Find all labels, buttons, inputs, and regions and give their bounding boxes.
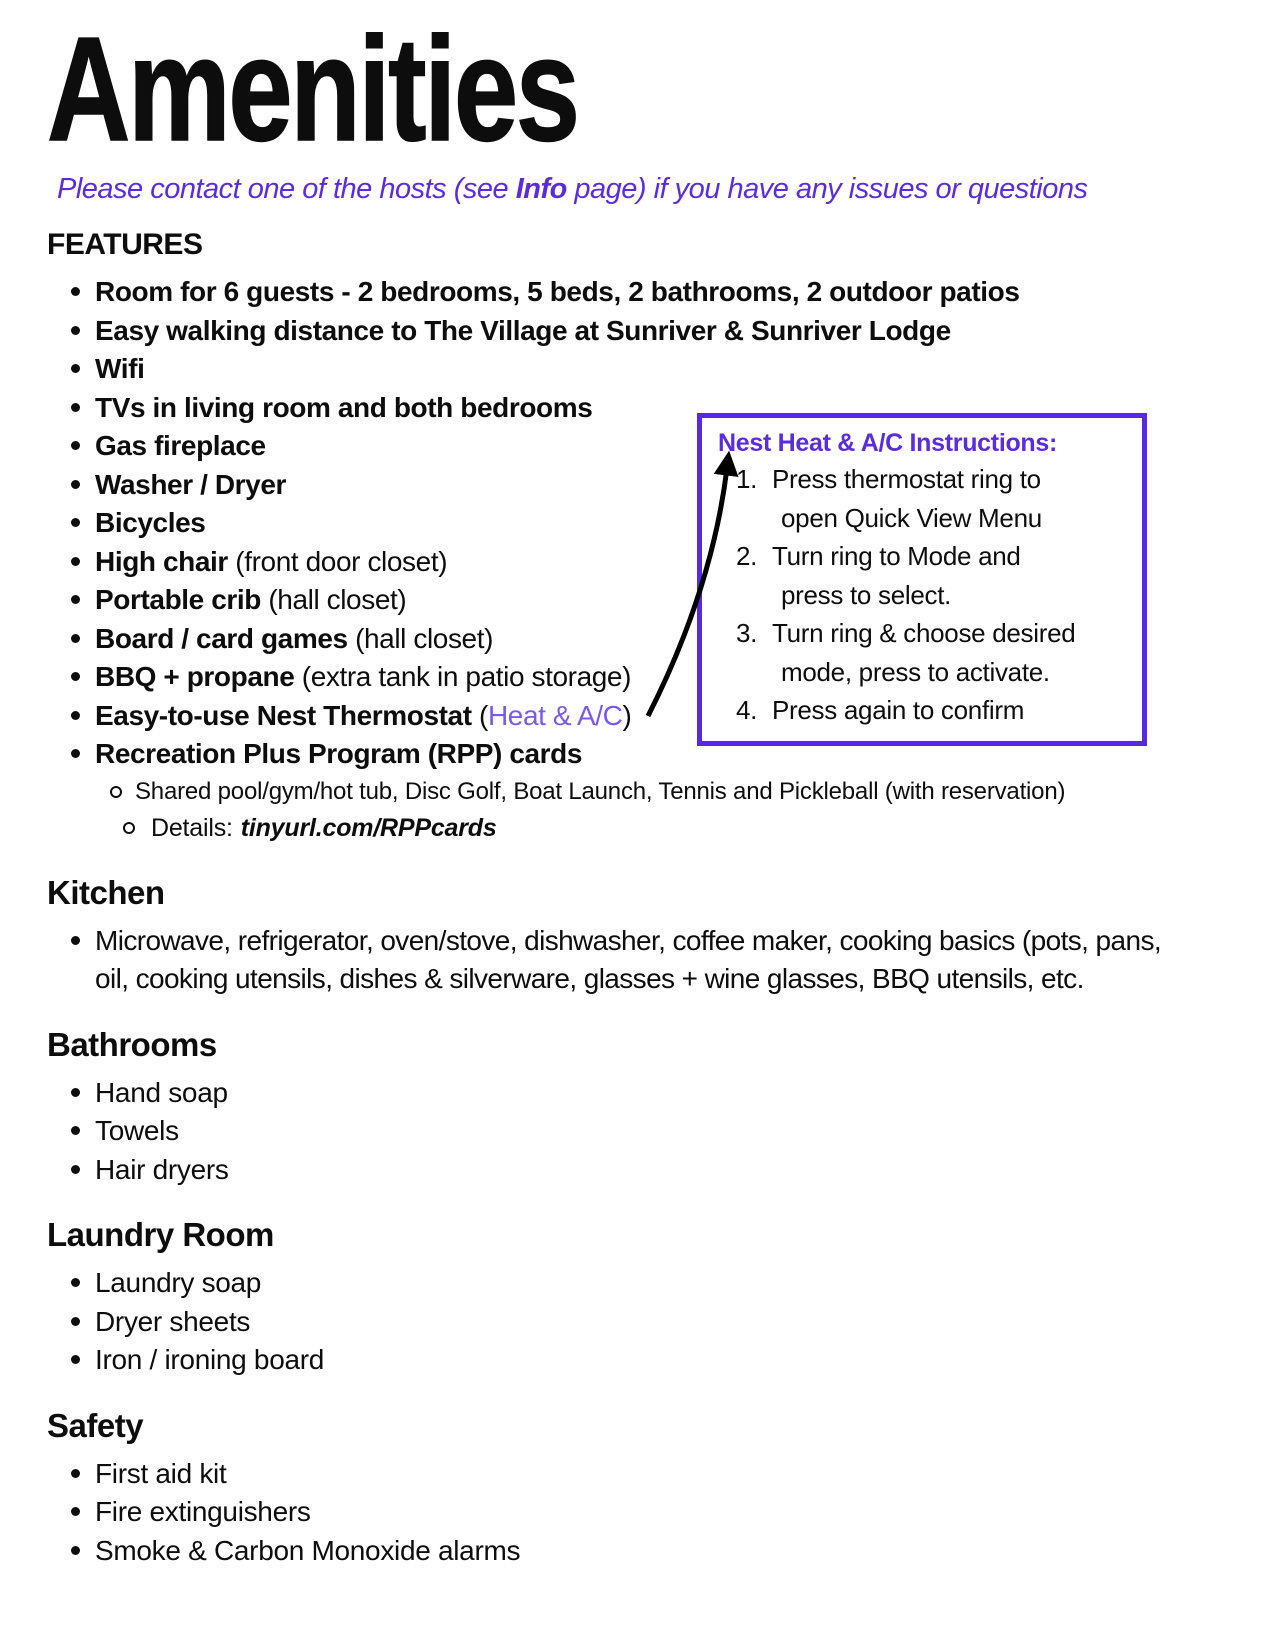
bathrooms-heading: Bathrooms <box>47 1025 217 1063</box>
step-number: 2. <box>736 541 758 571</box>
section-kitchen <box>47 873 1235 999</box>
laundry-item-soap: Laundry soap <box>47 1264 1235 1303</box>
heat-ac-link[interactable]: Heat & A/C <box>487 699 623 731</box>
kitchen-item: Microwave, refrigerator, oven/stove, dishwasher, coffee maker, cooking basics (pots, pans, oil, cooking utensils, dishes & silverware, glasses + wine glasses, BBQ utensils, etc. <box>47 922 1172 999</box>
bathrooms-item-towels: Towels <box>47 1112 1235 1151</box>
safety-item-fire-extinguishers: Fire extinguishers <box>47 1493 1235 1532</box>
feature-item-tvs: TVs in living room and both bedrooms <box>47 389 1235 428</box>
step-number: 3. <box>736 618 758 648</box>
feature-item-portable-crib: Portable crib (hall closet) <box>47 581 1235 620</box>
laundry-item-dryer-sheets: Dryer sheets <box>47 1303 1235 1342</box>
nest-step-4 <box>718 691 1134 730</box>
feature-item-bicycles: Bicycles <box>47 504 1235 543</box>
laundry-item-iron: Iron / ironing board <box>47 1341 1235 1380</box>
rpp-sub-item-details <box>47 810 1235 847</box>
feature-item-nest-thermostat: Easy-to-use Nest Thermostat (Heat & A/C) <box>47 697 1235 736</box>
rpp-cards-url[interactable]: tinyurl.com/RPPcards <box>240 813 497 842</box>
step-line: Press thermostat ring to <box>772 464 1041 494</box>
laundry-heading: Laundry Room <box>47 1216 274 1253</box>
subtitle-post: page) if you have any issues or questions <box>566 173 1088 205</box>
safety-item-first-aid: First aid kit <box>47 1455 1235 1494</box>
section-laundry-room <box>47 1215 1235 1380</box>
step-line: open Quick View Menu <box>781 502 1042 533</box>
feature-item-high-chair: High chair (front door closet) <box>47 543 1235 582</box>
bathrooms-item-hand-soap: Hand soap <box>47 1074 1235 1113</box>
step-number: 4. <box>736 695 758 725</box>
feature-item-bbq: BBQ + propane (extra tank in patio storage) <box>47 658 1235 697</box>
nest-box-title: Nest Heat & A/C Instructions: <box>718 429 1058 457</box>
safety-heading: Safety <box>47 1406 144 1444</box>
feature-item-walking-distance: Easy walking distance to The Village at Sunriver & Sunriver Lodge <box>47 312 1235 351</box>
step-line: mode, press to activate. <box>781 656 1050 687</box>
feature-item-rpp-cards: Recreation Plus Program (RPP) cards <box>47 735 1235 774</box>
subtitle-pre: Please contact one of the hosts (see <box>57 173 516 205</box>
step-line: Turn ring & choose desired <box>772 618 1076 648</box>
feature-item-board-games: Board / card games (hall closet) <box>47 620 1235 659</box>
section-bathrooms <box>47 1025 1235 1190</box>
bathrooms-item-hair-dryers: Hair dryers <box>47 1151 1235 1190</box>
step-line: Press again to confirm <box>772 695 1025 725</box>
nest-step-3 <box>718 614 1134 691</box>
kitchen-heading: Kitchen <box>47 873 165 911</box>
subtitle-info-ref: Info <box>515 173 567 205</box>
step-line: Turn ring to Mode and <box>772 541 1021 571</box>
safety-item-smoke-alarms: Smoke & Carbon Monoxide alarms <box>47 1532 1235 1571</box>
rpp-sub-item-amenities: Shared pool/gym/hot tub, Disc Golf, Boat Launch, Tennis and Pickleball (with reservation) <box>47 774 1235 810</box>
feature-item-wifi: Wifi <box>47 350 1235 389</box>
step-number: 1. <box>736 464 758 494</box>
contact-subtitle <box>57 172 1235 207</box>
kitchen-list <box>47 922 1235 999</box>
laundry-list <box>47 1264 1235 1380</box>
nest-instructions-box <box>697 413 1147 746</box>
nest-step-2 <box>718 537 1134 614</box>
feature-item-washer-dryer: Washer / Dryer <box>47 466 1235 505</box>
section-safety <box>47 1406 1235 1571</box>
features-heading: FEATURES <box>47 228 203 261</box>
feature-item-guests: Room for 6 guests - 2 bedrooms, 5 beds, 2 bathrooms, 2 outdoor patios <box>47 273 1235 312</box>
nest-step-1 <box>718 460 1134 537</box>
bathrooms-list <box>47 1074 1235 1190</box>
details-label: Details: <box>151 813 233 842</box>
feature-item-fireplace: Gas fireplace <box>47 427 1235 466</box>
safety-list <box>47 1455 1235 1571</box>
page-title: Amenities <box>47 7 578 172</box>
step-line: press to select. <box>781 579 952 610</box>
